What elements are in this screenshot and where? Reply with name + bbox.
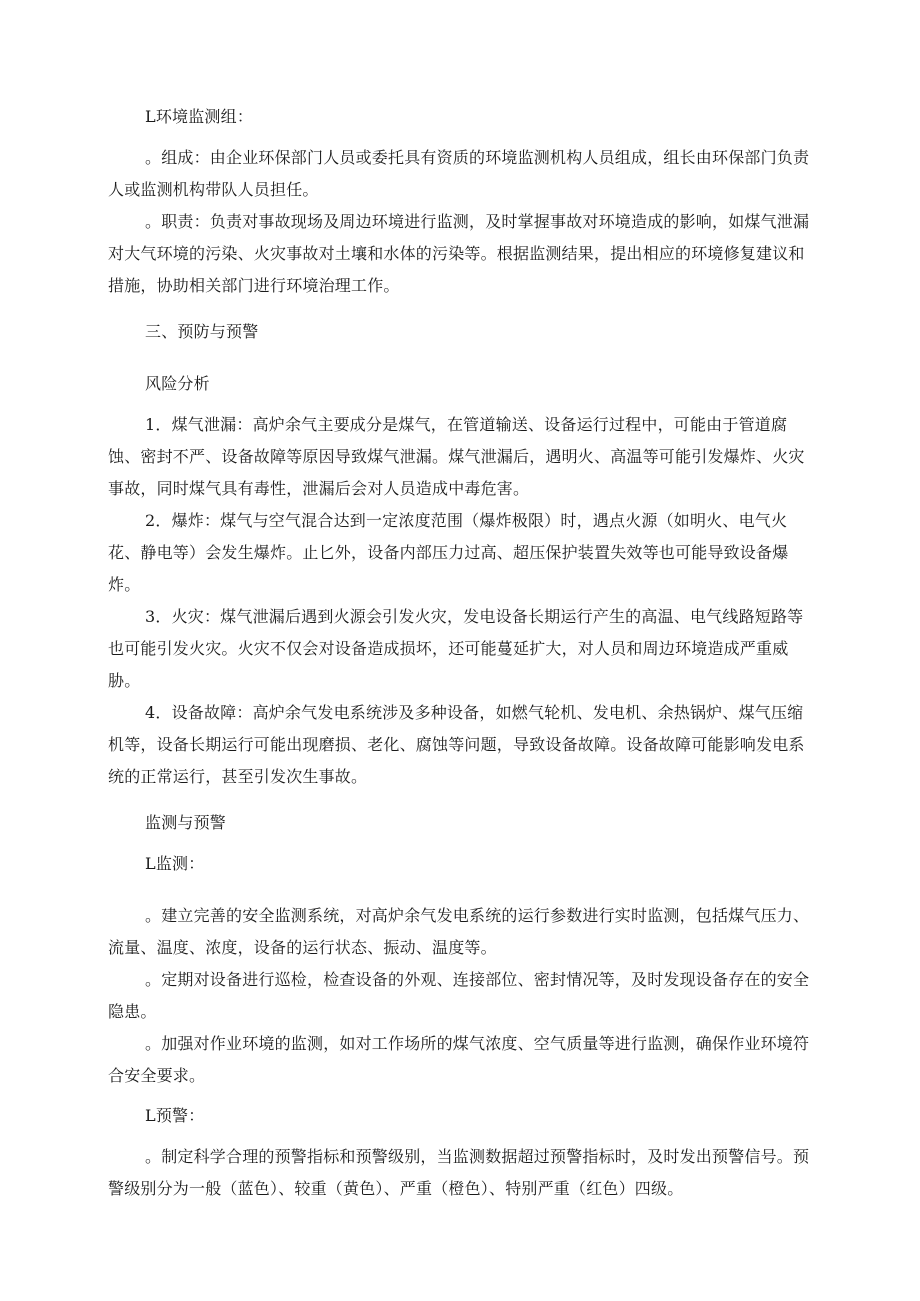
paragraph-duties: 。职责：负责对事故现场及周边环境进行监测，及时掌握事故对环境造成的影响，如煤气泄漏对大气环境的污染、火灾事故对土壤和水体的污染等。根据监测结果，提出相应的环境修复建议和措施，协助相关部门进行环境治理工作。: [108, 212, 810, 295]
subheading-monitoring-warning: 监测与预警: [145, 813, 227, 832]
paragraph-composition: 。组成：由企业环保部门人员或委托具有资质的环境监测机构人员组成，组长由环保部门负责人或监测机构带队人员担任。: [108, 148, 810, 199]
heading-environment-monitoring-group: L环境监测组：: [145, 107, 254, 126]
paragraph-environment-monitoring: 。加强对作业环境的监测，如对工作场所的煤气浓度、空气质量等进行监测，确保作业环境符合安全要求。: [108, 1034, 810, 1085]
subheading-monitoring: L监测：: [145, 854, 205, 873]
section-heading-prevention-warning: 三、预防与预警: [145, 322, 259, 341]
subheading-warning: L预警：: [145, 1106, 205, 1125]
paragraph-monitoring-system: 。建立完善的安全监测系统，对高炉余气发电系统的运行参数进行实时监测，包括煤气压力、流量、温度、浓度，设备的运行状态、振动、温度等。: [108, 906, 810, 957]
paragraph-risk-gas-leak: 1．煤气泄漏：高炉余气主要成分是煤气，在管道输送、设备运行过程中，可能由于管道腐蚀、密封不严、设备故障等原因导致煤气泄漏。煤气泄漏后，遇明火、高温等可能引发爆炸、火灾事故，同时煤气具有毒性，泄漏后会对人员造成中毒危害。: [108, 415, 805, 498]
paragraph-risk-equipment-failure: 4．设备故障：高炉余气发电系统涉及多种设备，如燃气轮机、发电机、余热锅炉、煤气压缩机等，设备长期运行可能出现磨损、老化、腐蚀等问题，导致设备故障。设备故障可能影响发电系统的正常运行，甚至引发次生事故。: [108, 703, 805, 786]
subheading-risk-analysis: 风险分析: [145, 374, 210, 393]
paragraph-risk-fire: 3．火灾：煤气泄漏后遇到火源会引发火灾，发电设备长期运行产生的高温、电气线路短路等也可能引发火灾。火灾不仅会对设备造成损坏，还可能蔓延扩大，对人员和周边环境造成严重威胁。: [108, 607, 804, 690]
paragraph-warning-levels: 。制定科学合理的预警指标和预警级别，当监测数据超过预警指标时，及时发出预警信号。预警级别分为一般（蓝色）、较重（黄色）、严重（橙色）、特别严重（红色）四级。: [108, 1147, 810, 1198]
paragraph-inspection: 。定期对设备进行巡检，检查设备的外观、连接部位、密封情况等，及时发现设备存在的安全隐患。: [108, 970, 810, 1021]
paragraph-risk-explosion: 2．爆炸：煤气与空气混合达到一定浓度范围（爆炸极限）时，遇点火源（如明火、电气火花、静电等）会发生爆炸。止匕外，设备内部压力过高、超压保护装置失效等也可能导致设备爆炸。: [108, 511, 789, 594]
